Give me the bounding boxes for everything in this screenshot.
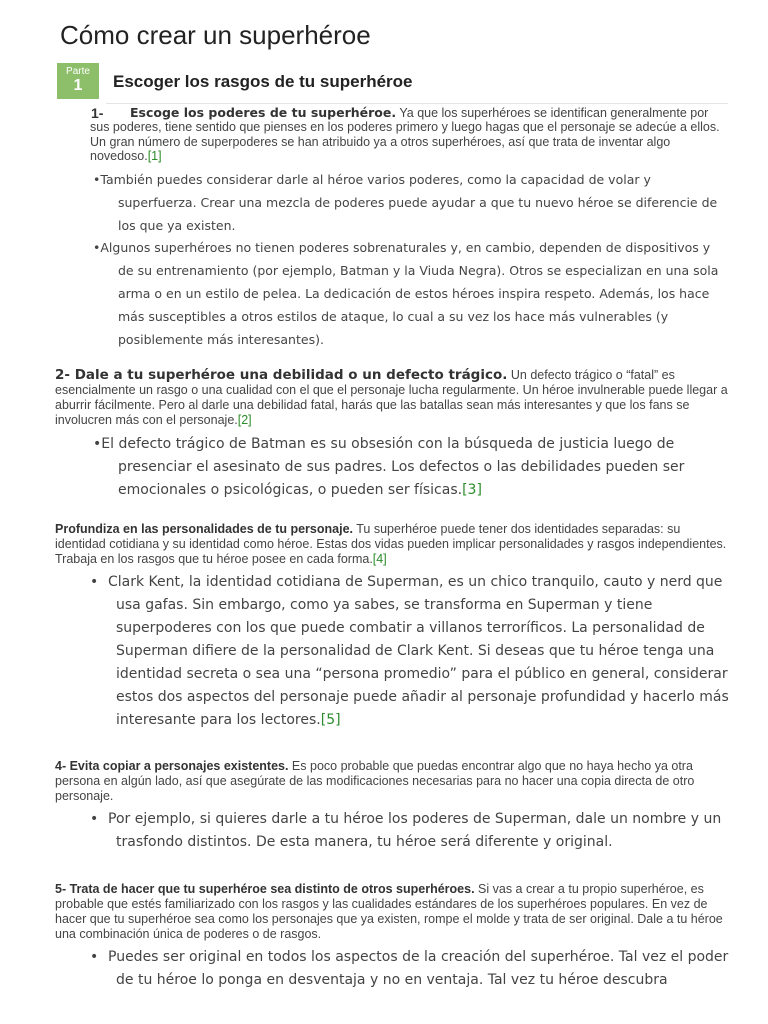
page-title: Cómo crear un superhéroe bbox=[60, 20, 371, 50]
section-divider bbox=[106, 103, 728, 104]
step-4-bullet-dot: • bbox=[90, 811, 99, 827]
step-1-bullet-2 bbox=[93, 236, 723, 351]
step-5-bullet-dot: • bbox=[90, 949, 99, 965]
step-1-lead: Escoge los poderes de tu superhéroe. bbox=[130, 105, 397, 120]
step-3-text: Tu superhéroe puede tener dos identidades separadas: su identidad cotidiana y su identidad como héroe. Estas dos vidas pueden implicar personalidades y rasgos independientes. Trabaja en los rasgos que tu héroe posee en cada forma. bbox=[55, 522, 727, 566]
step-1-bullet-1-text: •También puedes considerar darle al héroe varios poderes, como la capacidad de volar y superfuerza. Crear una mezcla de poderes puede ayudar a que tu nuevo héroe se diferencie de los que ya existen. bbox=[93, 172, 718, 233]
step-3-paragraph bbox=[55, 522, 730, 567]
part-title: Escoger los rasgos de tu superhéroe bbox=[113, 72, 413, 91]
part-badge-number: 1 bbox=[73, 77, 83, 94]
step-3-lead: Profundiza en las personalidades de tu personaje. bbox=[55, 522, 353, 536]
step-4-paragraph bbox=[55, 759, 730, 804]
step-2-bullet-ref-link[interactable]: [3] bbox=[462, 482, 482, 498]
step-3-bullet-text: Clark Kent, la identidad cotidiana de Superman, es un chico tranquilo, cauto y nerd que usa gafas. Sin embargo, como ya sabes, se transforma en Superman y tiene superpoderes con los que puede combatir a villanos terroríficos. La personalidad de Superman difiere de la personalidad de Clark Kent. Si deseas que tu héroe tenga una identidad secreta o sea una “persona promedio” para el público en general, considerar estos dos aspectos del personaje puede añadir al personaje profundidad y hacerlo más interesante para los lectores. bbox=[108, 574, 729, 728]
step-2-lead: 2- Dale a tu superhéroe una debilidad o un defecto trágico. bbox=[55, 367, 508, 383]
step-5-lead: 5- Trata de hacer que tu superhéroe sea distinto de otros superhéroes. bbox=[55, 882, 475, 896]
step-5-bullet-text: Puedes ser original en todos los aspectos de la creación del superhéroe. Tal vez el poder de tu héroe lo ponga en desventaja y no en ventaja. Tal vez tu héroe descubra bbox=[108, 949, 729, 988]
step-4-bullet-text: Por ejemplo, si quieres darle a tu héroe los poderes de Superman, dale un nombre y un trasfondo distintos. De esta manera, tu héroe será diferente y original. bbox=[108, 811, 722, 850]
part-badge bbox=[57, 63, 99, 99]
step-3-ref-link[interactable]: [4] bbox=[372, 552, 387, 566]
step-1-bullet-2-text: •Algunos superhéroes no tienen poderes sobrenaturales y, en cambio, dependen de dispositivos y de su entrenamiento (por ejemplo, Batman y la Viuda Negra). Otros se especializan en una sola arma o en un estilo de pelea. La dedicación de estos héroes inspira respeto. Además, los hace más susceptibles a otros estilos de ataque, lo cual a su vez los hace más vulnerables (y posiblemente más interesantes). bbox=[93, 240, 719, 347]
step-1-text: Ya que los superhéroes se identifican generalmente por sus poderes, tiene sentido que pienses en los poderes primero y luego hagas que el personaje se adecúe a ellos. Un gran número de superpoderes se han atribuido ya a otros superhéroes, así que trata de inventar algo novedoso. bbox=[90, 106, 720, 163]
step-2-bullet-text: •El defecto trágico de Batman es su obsesión con la búsqueda de justicia luego de presenciar el asesinato de sus padres. Los defectos o las debilidades pueden ser emocionales o psicológicas, o pueden ser físicas. bbox=[93, 436, 685, 498]
part-badge-label: Parte bbox=[66, 66, 90, 77]
step-1-number: 1- bbox=[91, 105, 104, 121]
step-2-ref-link[interactable]: [2] bbox=[237, 413, 252, 427]
step-1-ref-link[interactable]: [1] bbox=[147, 148, 162, 163]
step-2-bullet bbox=[93, 433, 733, 502]
step-3-bullet bbox=[90, 571, 735, 732]
step-4-text: Es poco probable que puedas encontrar algo que no haya hecho ya otra persona en algún lado, así que asegúrate de las modificaciones necesarias para no hacer una copia directa de otro personaje. bbox=[55, 759, 695, 803]
step-3-bullet-ref-link[interactable]: [5] bbox=[320, 712, 341, 728]
step-5-paragraph bbox=[55, 882, 730, 942]
step-4-bullet bbox=[90, 808, 735, 854]
step-3-bullet-dot: • bbox=[90, 574, 99, 590]
step-5-text: Si vas a crear a tu propio superhéroe, es probable que estés familiarizado con los rasgos y las cualidades estándares de los superhéroes populares. En vez de hacer que tu superhéroe sea como los personajes que ya existen, rompe el molde y trata de ser original. Dale a tu héroe una combinación única de poderes o de rasgos. bbox=[55, 882, 723, 941]
step-5-bullet bbox=[90, 946, 735, 992]
step-2-paragraph bbox=[55, 368, 730, 428]
step-2-text: Un defecto trágico o “fatal” es esencialmente un rasgo o una cualidad con el que el personaje lucha regularmente. Un héroe invulnerable puede llegar a aburrir fácilmente. Pero al darle una debilidad fatal, harás que las batallas sean más interesantes y que los fans se involucren más con el personaje. bbox=[55, 368, 728, 427]
step-1-paragraph bbox=[90, 106, 730, 163]
step-1-bullet-1 bbox=[93, 168, 723, 237]
step-4-lead: 4- Evita copiar a personajes existentes. bbox=[55, 759, 289, 773]
